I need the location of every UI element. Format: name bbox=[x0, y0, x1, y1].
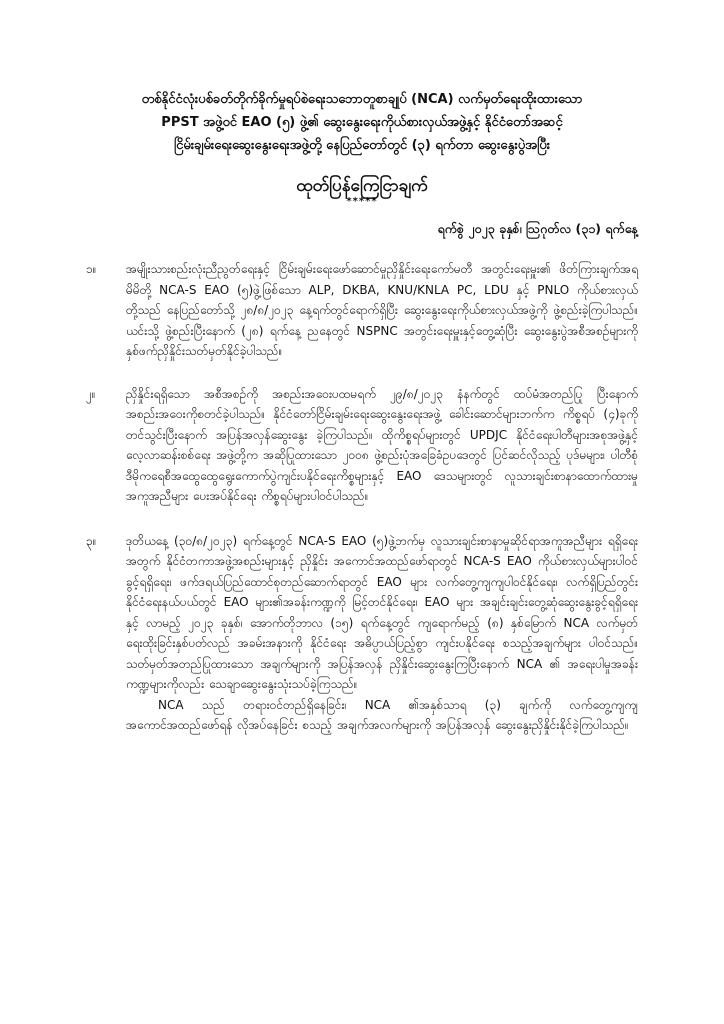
paragraph-2 bbox=[86, 384, 638, 507]
document-date: ရက်စွဲ ၂၀၂၃ ခုနှစ်၊ ဩဂုတ်လ (၃၁) ရက်နေ့ bbox=[437, 221, 638, 236]
paragraph-1 bbox=[86, 259, 638, 362]
document-heading bbox=[86, 88, 638, 157]
paragraph-text-continued: NCA သည် တရားဝင်တည်ရှိနေခြင်း၊ NCA ၏အနှစ်သာရ (၃) ချက်ကို လက်တွေ့ကျကျ အကောင်အထည်ဖော်ရန် လိုအပ်နေခြင်း စသည့် အချက်အလက်များကို အပြန်အလှန် ဆွေးနွေးညှိနှိုင်းနိုင်ခဲ့ကြပါသည်။ bbox=[126, 697, 638, 732]
heading-line-3: ငြိမ်းချမ်းရေးဆွေးနွေးရေးအဖွဲ့တို့ နေပြည်တော်တွင် (၃) ရက်တာ ဆွေးနွေးပွဲအပြီး bbox=[174, 138, 550, 153]
paragraph-text: ညှိနှိုင်းရရှိသော အစီအစဉ်ကို အစည်းအဝေးပထမရက် ၂၉/၈/၂၀၂၃ နံနက်တွင် ထပ်မံအတည်ပြု ပြီးနောက် အစည်းအဝေးကိုစတင်ခဲ့ပါသည်။ နိုင်ငံတော်ငြိမ်းချမ်းရေးဆွေးနွေးရေးအဖွဲ့ ခေါင်းဆောင်များဘက်က ကိစ္စရပ် (၄)ခုကို တင်သွင်းပြီးနောက် အပြန်အလှန်ဆွေးနွေး ခဲ့ကြပါသည်။ ထိုကိစ္စရပ်များတွင် UPDJC နိုင်ငံရေးပါတီများအစုအဖွဲ့နှင့် လေ့လာဆန်းစစ်ရေး အဖွဲ့တို့က အဆိုပြုထားသော ၂၀၀၈ ဖွဲ့စည်းပုံအခြေခံဥပဒေတွင် ပြင်ဆင်လိုသည့် ပုဒ်မများ၊ ပါတီစုံဒီမိုကရေစီအထွေထွေရွေးကောက်ပွဲကျင်းပနိုင်ရေးကိစ္စများနှင့် EAO ဒေသများတွင် လူသားချင်းစာနာထောက်ထားမှုအကူအညီများ ပေးအပ်နိုင်ရေး ကိစ္စရပ်များပါဝင်ပါသည်။ bbox=[126, 386, 638, 503]
paragraph-3 bbox=[86, 531, 638, 736]
paragraph-text: အမျိုးသားစည်းလုံးညီညွတ်ရေးနှင့် ငြိမ်းချမ်းရေးဖော်ဆောင်မှုညှိနှိုင်းရေးကော်မတီ အတွင်းရေးမှူး၏ ဖိတ်ကြားချက်အရ မိမိတို့ NCA-S EAO (၅)ဖွဲ့ဖြစ်သော ALP, DKBA, KNU/KNLA PC, LDU နှင့် PNLO ကိုယ်စားလှယ်တို့သည် နေပြည်တော်သို့ ၂၈/၈/၂၀၂၃ နေ့ရက်တွင်ရောက်ရှိပြီး ဆွေးနွေးရေးကိုယ်စားလှယ်အဖွဲ့ကို ဖွဲ့စည်းခဲ့ကြပါသည်။ ယင်းသို့ ဖွဲ့စည်းပြီးနောက် (၂၈) ရက်နေ့ ညနေတွင် NSPNC အတွင်းရေးမှူးနှင့်တွေ့ဆုံပြီး ဆွေးနွေးပွဲအစီအစဉ်များကို နှစ်ဖက်ညှိနှိုင်းသတ်မှတ်နိုင်ခဲ့ပါသည်။ bbox=[126, 262, 638, 358]
paragraph-number: ၂။ bbox=[86, 386, 96, 401]
heading-line-2: PPST အဖွဲ့ဝင် EAO (၅) ဖွဲ့၏ ဆွေးနွေးရေးကိုယ်စားလှယ်အဖွဲ့နှင့် နိုင်ငံတော်အဆင့် bbox=[161, 115, 563, 130]
paragraph-number: ၁။ bbox=[86, 262, 97, 276]
heading-line-1: တစ်နိုင်ငံလုံးပစ်ခတ်တိုက်ခိုက်မှုရပ်စဲရေးသဘောတူစာချုပ် (NCA) လက်မှတ်ရေးထိုးထားသော bbox=[141, 92, 583, 107]
title-stars: ***** bbox=[346, 196, 378, 207]
paragraph-number: ၃။ bbox=[86, 533, 97, 548]
paragraph-text: ဒုတိယနေ့ (၃၀/၈/၂၀၂၃) ရက်နေ့တွင် NCA-S EAO (၅)ဖွဲ့ဘက်မှ လူသားချင်းစာနာမှုဆိုင်ရာအကူအညီများ ရရှိရေးအတွက် နိုင်ငံတကာအဖွဲ့အစည်းများနှင့် ညှိနှိုင်း အကောင်အထည်ဖော်ရာတွင် NCA-S EAO ကိုယ်စားလှယ်များပါဝင်ခွင့်ရရှိရေး၊ ဖက်ဒရယ်ပြည်ထောင်စုတည်ဆောက်ရာတွင် EAO များ လက်တွေ့ကျကျပါဝင်နိုင်ရေး၊ လက်ရှိပြည်တွင်းနိုင်ငံရေးနယ်ပယ်တွင် EAO များ၏အခန်းကဏ္ဍကို မြင့်တင်နိုင်ရေး၊ EAO များ အချင်းချင်းတွေ့ဆုံဆွေးနွေးခွင့်ရရှိရေးနှင့် လာမည့် ၂၀၂၃ ခုနှစ်၊ အောက်တိုဘာလ (၁၅) ရက်နေ့တွင် ကျရောက်မည့် (၈) နှစ်မြောက် NCA လက်မှတ်ရေးထိုးခြင်းနှစ်ပတ်လည် အခမ်းအနားကို နိုင်ငံရေး အဓိပ္ပာယ်ပြည့်စွာ ကျင်းပနိုင်ရေး စသည့်အချက်များ ပါဝင်သည်။ သတ်မှတ်အတည်ပြုထားသော အချက်များကို အပြန်အလှန် ညှိနှိုင်းဆွေးနွေးကြပြီးနောက် NCA ၏ အရေးပါမှုအခန်းကဏ္ဍများကိုလည်း သေချာဆွေးနွေးသုံးသပ်ခဲ့ကြသည်။ bbox=[126, 533, 638, 691]
document-title: ထုတ်ပြန်ကြေငြာချက် bbox=[296, 176, 428, 196]
